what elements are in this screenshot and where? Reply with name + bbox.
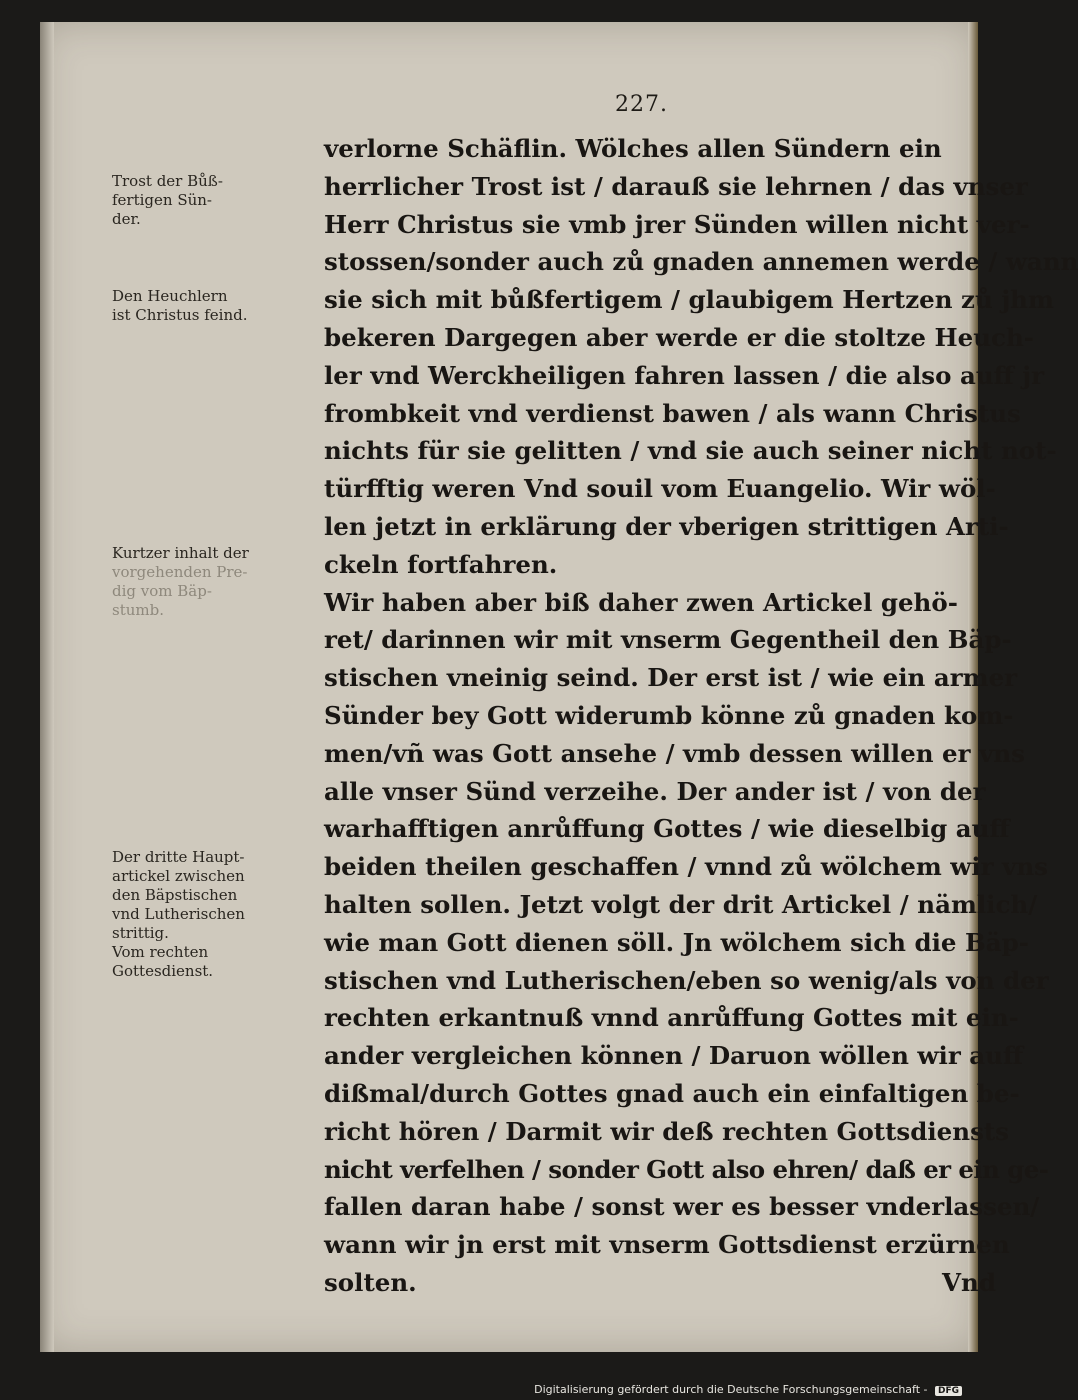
- text-line: ler vnd Werckheiligen fahren lassen / die also auff jr: [324, 360, 1045, 390]
- text-line: halten sollen. Jetzt volgt der drit Artickel / nämlich/: [324, 889, 1038, 919]
- text-line: wann wir jn erst mit vnserm Gottsdienst erzürnen: [324, 1230, 1010, 1260]
- text-line: warhafftigen anrůffung Gottes / wie dieselbig auff: [324, 814, 1010, 844]
- page-gutter: [40, 22, 54, 1352]
- text-line: nichts für sie gelitten / vnd sie auch seiner nicht not-: [324, 436, 1057, 466]
- text-line: verlorne Schäflin. Wölches allen Sündern ein: [324, 134, 942, 163]
- text-line: rechten erkantnuß vnnd anrůffung Gottes mit ein-: [324, 1003, 1019, 1033]
- text-line: Wir haben aber biß daher zwen Artickel gehö-: [324, 587, 958, 617]
- text-line: nicht verfelhen / sonder Gott also ehren/ daß er ein ge-: [324, 1154, 1049, 1184]
- text-line: richt hören / Darmit wir deß rechten Gottsdiensts: [324, 1116, 1009, 1146]
- margin-note-dritte-hauptartickel: Der dritte Haupt- artickel zwischen den Bäpstischen vnd Lutherischen strittig.: [112, 848, 245, 942]
- text-line: Herr Christus sie vmb jrer Sünden willen nicht ver-: [324, 209, 1030, 239]
- text-line: beiden theilen geschaffen / vnnd zů wölchem wir vns: [324, 852, 1048, 882]
- margin-note-trost: Trost der Bůß- fertigen Sün- der.: [112, 172, 223, 228]
- text-line: ckeln fortfahren.: [324, 549, 558, 579]
- text-line: frombkeit vnd verdienst bawen / als wann Christus: [324, 398, 1021, 428]
- text-line: sie sich mit bůßfertigem / glaubigem Hertzen zů jhm: [324, 285, 1054, 315]
- footer-text: Digitalisierung gefördert durch die Deutsche Forschungsgemeinschaft -: [534, 1383, 928, 1396]
- dfg-logo: DFG: [935, 1386, 962, 1396]
- margin-note-gottesdienst: Vom rechten Gottesdienst.: [112, 943, 214, 980]
- catchword: Vnd: [942, 1267, 996, 1297]
- text-line: herrlicher Trost ist / darauß sie lehrnen / das vnser: [324, 171, 1028, 201]
- text-line: stischen vneinig seind. Der erst ist / wie ein armer: [324, 663, 1018, 693]
- text-line: ander vergleichen können / Daruon wöllen wir auff: [324, 1041, 1024, 1071]
- text-line: dißmal/durch Gottes gnad auch ein einfaltigen be-: [324, 1078, 1020, 1108]
- text-line: len jetzt in erklärung der vberigen strittigen Arti-: [324, 511, 1009, 541]
- text-line: wie man Gott dienen söll. Jn wölchem sich die Bäp-: [324, 927, 1029, 957]
- text-line: Sünder bey Gott widerumb könne zů gnaden kom-: [324, 700, 1014, 730]
- book-page: [40, 22, 1078, 1352]
- text-line: türfftig weren Vnd souil vom Euangelio. Wir wöl-: [324, 474, 996, 504]
- main-text-block: [324, 130, 1078, 1302]
- text-line: solten. Vnd: [324, 1264, 996, 1302]
- text-line: fallen daran habe / sonst wer es besser vnderlassen/: [324, 1192, 1040, 1222]
- text-line: bekeren Dargegen aber werde er die stoltze Heuch-: [324, 322, 1034, 352]
- text-line: alle vnser Sünd verzeihe. Der ander ist / von der: [324, 776, 986, 806]
- funding-footer: [0, 1383, 1000, 1396]
- page-number: 227.: [615, 92, 668, 117]
- text-line: stischen vnd Lutherischen/eben so wenig/als von der: [324, 965, 1049, 995]
- text-line: ret/ darinnen wir mit vnserm Gegentheil den Bäp-: [324, 625, 1012, 655]
- text-line: men/vñ was Gott ansehe / vmb dessen willen er vns: [324, 738, 1025, 768]
- margin-note-kurtzer-inhalt: Kurtzer inhalt der vorgehenden Pre- dig vom Bäp- stumb.: [112, 544, 249, 619]
- margin-note-heuchlern: Den Heuchlern ist Christus feind.: [112, 287, 248, 324]
- text-line: stossen/sonder auch zů gnaden annemen werde / wann: [324, 247, 1078, 277]
